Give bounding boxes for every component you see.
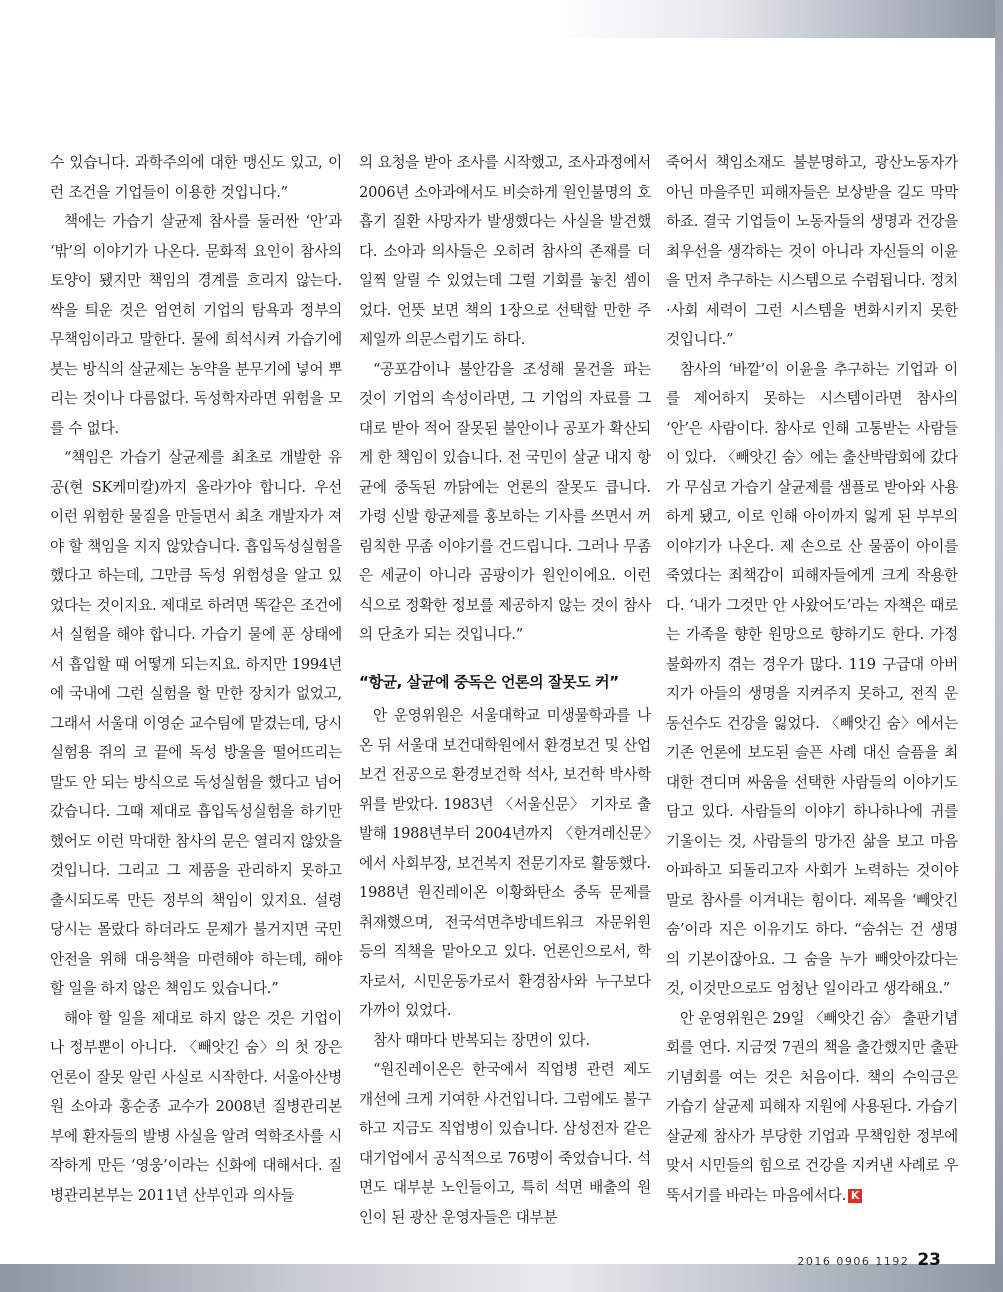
- article-column-1: [50, 148, 342, 1210]
- page-number: 23: [917, 1250, 941, 1270]
- final-paragraph-text: 안 운영위원은 29일 〈빼앗긴 숨〉 출판기념회를 연다. 지금껏 7권의 책을 출간했지만 출판기념회를 여는 것은 처음이다. 책의 수익금은 가습기 살균제 피해자 지원에 사용된다. 가습기 살균제 참사가 부당한 기업과 무책임한 정부에 맞서 시민들의 힘으로 건강을 지켜낸 사례로 우뚝서기를 바라는 마음에서다.: [666, 1009, 958, 1204]
- article-column-2: [359, 148, 651, 1232]
- section-heading: “항균, 살균에 중독은 언론의 잘못도 커”: [359, 672, 619, 691]
- paragraph: 의 요청을 받아 조사를 시작했고, 조사과정에서 2006년 소아과에서도 비슷하게 원인불명의 호흡기 질환 사망자가 발생했다는 사실을 발견했다. 소아과 의사들은 오히려 참사의 존재를 더 일찍 알릴 수 있었는데 그럴 기회를 놓친 셈이었다. 언뜻 보면 책의 1장으로 선택할 만한 주제일까 의문스럽기도 하다.: [359, 154, 651, 348]
- paragraph: 수 있습니다. 과학주의에 대한 맹신도 있고, 이런 조건을 기업들이 이용한 것입니다.”: [50, 154, 342, 201]
- paragraph: 죽어서 책임소재도 불분명하고, 광산노동자가 아닌 마을주민 피해자들은 보상받을 길도 막막하죠. 결국 기업들이 노동자들의 생명과 건강을 최우선을 생각하는 것이 아니라 자신들의 이윤을 먼저 추구하는 시스템으로 수렴됩니다. 정치·사회 세력이 그런 시스템을 변화시키지 못한 것입니다.”: [666, 154, 958, 348]
- paragraph: 책에는 가습기 살균제 참사를 둘러싼 ‘안’과 ‘밖’의 이야기가 나온다. 문화적 요인이 참사의 토양이 됐지만 책임의 경계를 흐리지 않는다. 싹을 틔운 것은 엄연히 기업의 탐욕과 정부의 무책임이라고 말한다. 물에 희석시켜 가습기에 붓는 방식의 살균제는 농약을 분무기에 넣어 뿌리는 것이나 다름없다. 독성학자라면 위험을 모를 수 없다.: [50, 213, 342, 437]
- paragraph: 참사의 ‘바깥’이 이윤을 추구하는 기업과 이를 제어하지 못하는 시스템이라면 참사의 ‘안’은 사람이다. 참사로 인해 고통받는 사람들이 있다. 〈빼앗긴 숨〉에는 출산박람회에 갔다가 무심코 가습기 살균제를 샘플로 받아와 사용하게 됐고, 이로 인해 아이까지 잃게 된 부부의 이야기가 나온다. 제 손으로 산 물품이 아이를 죽였다는 죄책감이 피해자들에게 크게 작용한다. ‘내가 그것만 안 사왔어도’라는 자책은 때로는 가족을 향한 원망으로 향하기도 한다. 가정불화까지 겪는 경우가 많다. 119 구급대 아버지가 아들의 생명을 지켜주지 못하고, 전직 운동선수도 건강을 잃었다. 〈빼앗긴 숨〉에서는 기존 언론에 보도된 슬픈 사례 대신 슬픔을 최대한 견디며 싸움을 선택한 사람들의 이야기도 담고 있다. 사람들의 이야기 하나하나에 귀를 기울이는 것, 사람들의 망가진 삶을 보고 마음 아파하고 되돌리고자 사회가 노력하는 것이야말로 참사를 이겨내는 힘이다. 제목을 ‘빼앗긴 숨’이라 지은 이유기도 하다. “숨쉬는 건 생명의 기본이잖아요. 그 숨을 누가 빼앗아갔다는 것, 이것만으로도 엄청난 일이라고 생각해요.”: [666, 360, 958, 997]
- end-mark-icon: K: [848, 1189, 862, 1203]
- paragraph: “원진레이온은 한국에서 직업병 관련 제도 개선에 크게 기여한 사건입니다. 그럼에도 불구하고 지금도 직업병이 있습니다. 삼성전자 같은 대기업에서 공식적으로 76명이 죽었습니다. 석면도 대부분 노인들이고, 특히 석면 배출의 원인이 된 광산 운영자들은 대부분: [359, 1061, 651, 1226]
- paragraph: 안 운영위원은 서울대학교 미생물학과를 나온 뒤 서울대 보건대학원에서 환경보건 및 산업보건 전공으로 환경보건학 석사, 보건학 박사학위를 받았다. 1983년 〈서울신문〉 기자로 출발해 1988년부터 2004년까지 〈한겨레신문〉에서 사회부장, 보건복지 전문기자로 활동했다. 1988년 원진레이온 이황화탄소 중독 문제를 취재했으며, 전국석면추방네트워크 자문위원 등의 직책을 맡아오고 있다. 언론인으로서, 학자로서, 시민운동가로서 환경참사와 누구보다 가까이 있었다.: [359, 707, 651, 1019]
- paragraph: “책임은 가습기 살균제를 최초로 개발한 유공(현 SK케미칼)까지 올라가야 합니다. 우선 이런 위험한 물질을 만들면서 최초 개발자가 져야 할 책임을 지지 않았습니다. 흡입독성실험을 했다고 하는데, 그만큼 독성 위험성을 알고 있었다는 것이지요. 제대로 하려면 똑같은 조건에서 실험을 해야 합니다. 가습기 물에 푼 상태에서 흡입할 때 어떻게 되는지요. 하지만 1994년에 국내에 그런 실험을 할 만한 장치가 없었고, 그래서 서울대 이영순 교수팀에 맡겼는데, 당시 실험용 쥐의 코 끝에 독성 방울을 떨어뜨리는 말도 안 되는 방식으로 독성실험을 했다고 넘어갔습니다. 그때 제대로 흡입독성실험을 하기만 했어도 이런 막대한 참사의 문은 열리지 않았을 것입니다. 그리고 그 제품을 관리하지 못하고 출시되도록 만든 정부의 책임이 있지요. 설령 당시는 몰랐다 하더라도 문제가 불거지면 국민 안전을 위해 대응책을 마련해야 하는데, 해야 할 일을 하지 않은 책임도 있습니다.”: [50, 449, 342, 997]
- final-paragraph: [666, 1004, 958, 1211]
- page-folio: [797, 1250, 941, 1270]
- right-edge-decoration: [995, 0, 1003, 1292]
- article-column-3: [666, 148, 958, 1210]
- top-decoration: [0, 0, 1003, 38]
- paragraph: “공포감이나 불안감을 조성해 물건을 파는 것이 기업의 속성이라면, 그 기업의 자료를 그대로 받아 적어 잘못된 불안이나 공포가 확산되게 한 책임이 있습니다. 전 국민이 살균 내지 항균에 중독된 까닭에는 언론의 잘못도 큽니다. 가령 신발 항균제를 홍보하는 기사를 쓰면서 꺼림칙한 무좀 이야기를 건드립니다. 그러나 무좀은 세균이 아니라 곰팡이가 원인이에요. 이런 식으로 정확한 정보를 제공하지 않는 것이 참사의 단초가 되는 것입니다.”: [359, 360, 651, 643]
- paragraph: 참사 때마다 반복되는 장면이 있다.: [373, 1031, 590, 1049]
- paragraph: 해야 할 일을 제대로 하지 않은 것은 기업이나 정부뿐이 아니다. 〈빼앗긴 숨〉의 첫 장은 언론이 잘못 알린 사실로 시작한다. 서울아산병원 소아과 홍순종 교수가 2008년 질병관리본부에 환자들의 발병 사실을 알려 역학조사를 시작하게 만든 ‘영웅’이라는 신화에 대해서다. 질병관리본부는 2011년 산부인과 의사들: [50, 1009, 342, 1204]
- issue-number: 2016 0906 1192: [797, 1255, 910, 1268]
